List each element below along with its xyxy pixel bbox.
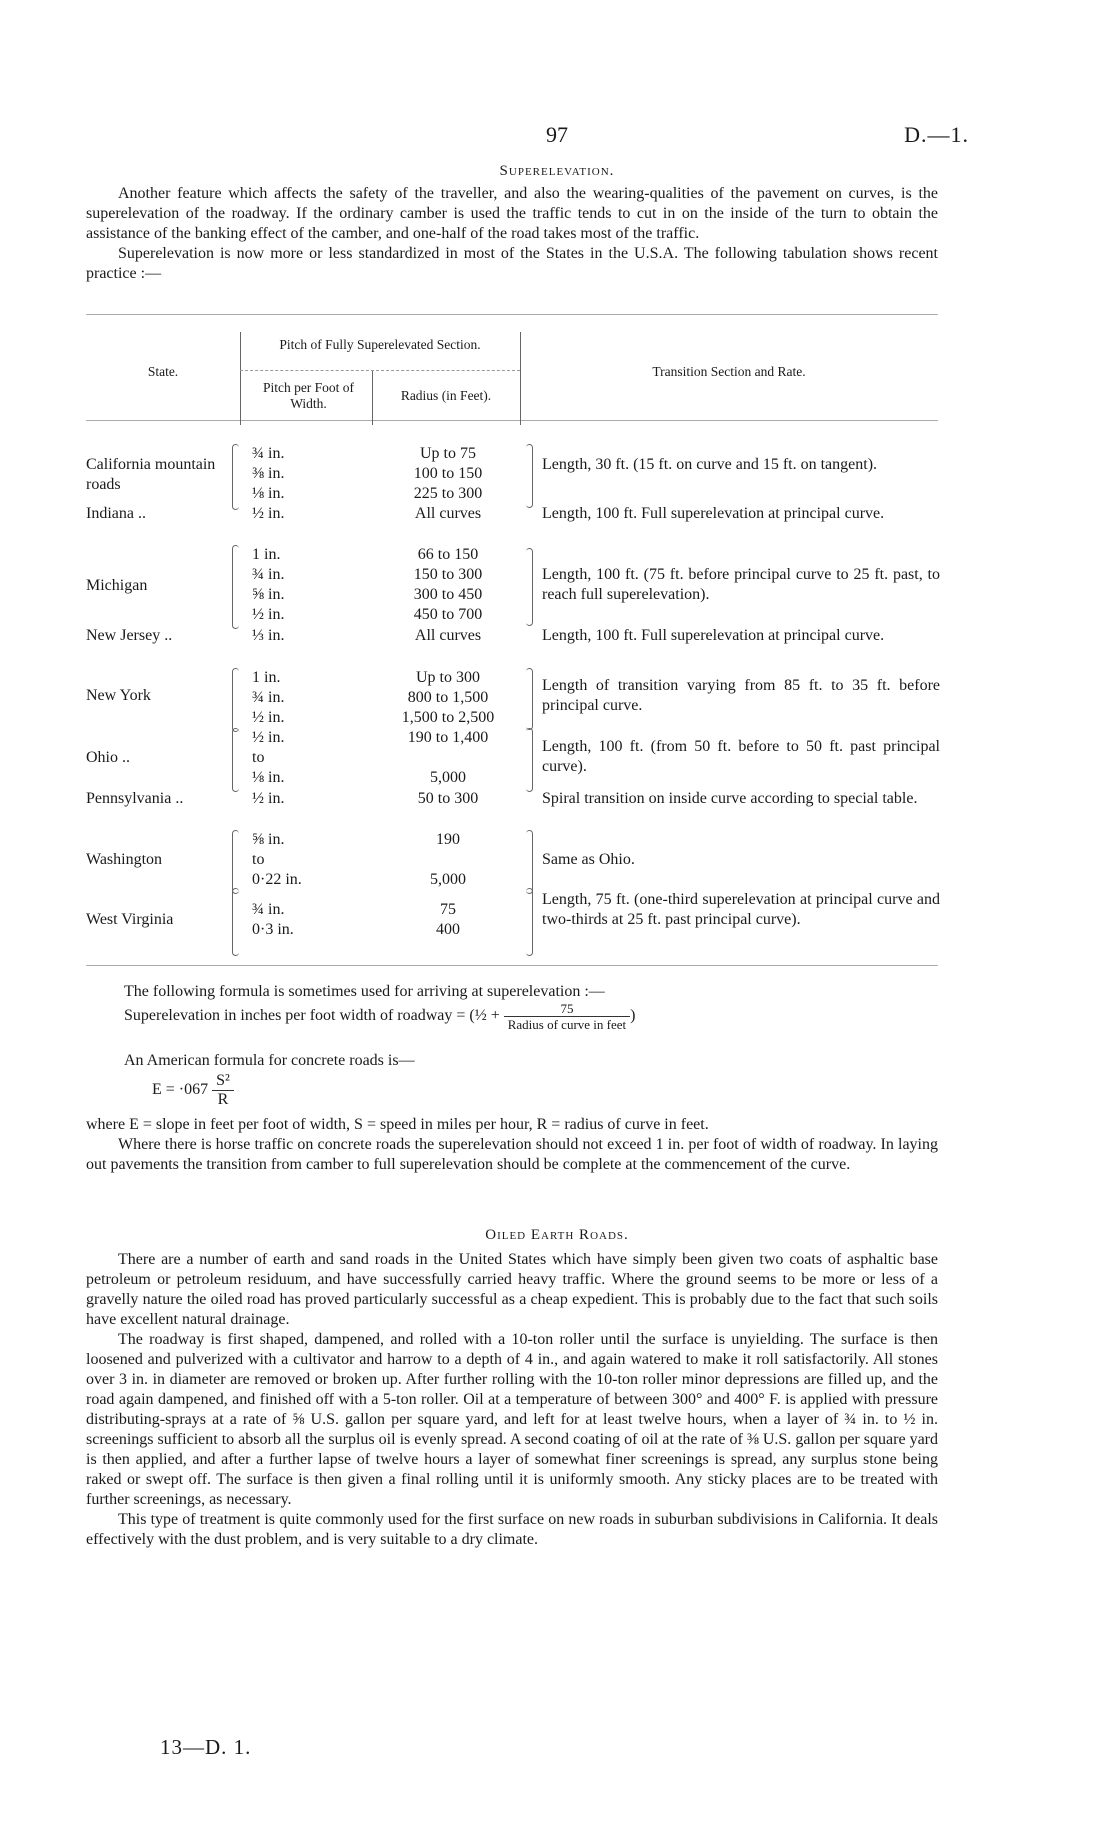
radius-value: 66 to 150 [417,546,479,563]
brace [232,668,239,732]
table-cell-transition: Same as Ohio. [542,851,635,868]
table-cell-radius [378,504,518,524]
formula-lhs: E = ·067 [152,1081,209,1099]
pitch-value: ⅛ in. [252,769,285,786]
paragraph: Superelevation is now more or less standardized in most of the States in the U.S.A. The following tabulation shows recent practice :— [86,245,938,282]
pitch-value: to [252,749,265,766]
table-cell-transition: Length, 100 ft. (from 50 ft. before to 50 ft. past principal curve). [542,738,940,775]
table-cell-pitch [252,900,362,940]
table-cell-radius [378,789,518,809]
table-cell-radius [378,545,518,625]
fraction-denominator: R [217,1091,229,1108]
radius-value: Up to 75 [420,445,476,462]
fraction-denominator: Radius of curve in feet [507,1017,627,1032]
radius-value: 800 to 1,500 [407,689,489,706]
brace [232,444,239,510]
radius-value: 450 to 700 [413,606,483,623]
formula-fraction [212,1072,234,1109]
pitch-value: 0·3 in. [252,921,294,938]
table-header-rule [86,420,938,421]
pitch-value: ⅓ in. [252,627,285,644]
header-pitch-group: Pitch of Fully Superelevated Section. [279,337,481,352]
radius-value: 300 to 450 [413,586,483,603]
table-cell-radius [378,626,518,646]
where-line: where E = slope in feet per foot of width, S = speed in miles per hour, R = radius of curve in feet. [86,1116,709,1133]
table-cell-state: Pennsylvania .. [86,790,184,807]
radius-value: 150 to 300 [413,566,483,583]
table-cell-transition: Length, 100 ft. Full superelevation at principal curve. [542,505,885,522]
radius-value: Up to 300 [416,669,480,686]
radius-value: 190 to 1,400 [407,729,489,746]
table-cell-state: Washington [86,851,163,868]
pitch-value: to [252,851,265,868]
table-cell-transition: Length, 75 ft. (one-third superelevation at principal curve and two-thirds at 25 ft. past principal curve). [542,891,940,928]
pitch-value: ½ in. [252,505,285,522]
pitch-value: ½ in. [252,709,285,726]
table-cell-pitch [252,545,362,625]
table-cell-pitch [252,789,362,809]
pitch-value: ¾ in. [252,901,285,918]
table-cell-transition: Spiral transition on inside curve according to special table. [542,790,918,807]
pitch-value: ¾ in. [252,566,285,583]
formula-concrete [152,1072,234,1109]
pitch-value: ⅜ in. [252,465,285,482]
header-transition: Transition Section and Rate. [652,364,806,379]
superelevation-text [86,184,938,284]
table-cell-transition: Length, 30 ft. (15 ft. on curve and 15 ft. on tangent). [542,456,878,473]
table-cell-state: Indiana .. [86,505,146,522]
brace [526,888,533,956]
radius-value: 225 to 300 [413,485,483,502]
fraction-numerator: 75 [504,1001,630,1017]
brace [526,830,533,894]
paragraph: Where there is horse traffic on concrete roads the superelevation should not exceed 1 in. per foot of width of roadway. In laying out pavements the transition from camber to full superelevation should be complete at the commencement of the curve. [86,1136,938,1173]
table-cell-state: New York [86,687,151,704]
header-divider [240,370,520,371]
pitch-value: ½ in. [252,606,285,623]
formula-explanation [86,1115,938,1175]
table-cell-pitch [252,504,362,524]
radius-value: 1,500 to 2,500 [401,709,495,726]
oiled-earth-roads-text [86,1250,938,1550]
pitch-value: 1 in. [252,669,281,686]
brace [232,545,239,629]
radius-value: 100 to 150 [413,465,483,482]
formula-lhs: Superelevation in inches per foot width of roadway = (½ + [124,1007,500,1025]
section-heading-oiled-earth-roads: Oiled Earth Roads. [485,1227,629,1243]
brace [526,668,533,730]
pitch-value: 0·22 in. [252,871,302,888]
brace [232,728,239,792]
page-number: 97 [546,122,568,147]
pitch-value: ½ in. [252,790,285,807]
brace [526,728,533,792]
radius-value [378,850,518,870]
table-cell-state: California mountain roads [86,456,216,493]
table-cell-transition: Length of transition varying from 85 ft. to 35 ft. before principal curve. [542,677,940,714]
table-cell-radius [378,830,518,890]
brace [232,830,239,894]
brace [526,548,533,626]
formula-superelevation [124,1001,635,1032]
radius-value: 5,000 [430,871,466,888]
paragraph: There are a number of earth and sand roads in the United States which have simply been given two coats of asphaltic base petroleum or petroleum residuum, and have successfully carried heavy traffic. Where the ground seems to be more or less of a gravelly nature the oiled road has proved particularly successful as a cheap expedient. This is probably due to the fact that such soils have excellent natural drainage. [86,1251,938,1328]
pitch-value: ⅝ in. [252,586,285,603]
table-cell-pitch [252,728,362,788]
table-top-rule [86,314,938,315]
radius-value: 190 [436,831,460,848]
table-cell-radius [378,668,518,728]
header-pitch: Pitch per Foot of Width. [262,380,355,411]
formula-intro: The following formula is sometimes used for arriving at superelevation :— [124,983,605,1000]
table-cell-pitch [252,830,362,890]
table-bottom-rule [86,965,938,966]
radius-value: 400 [436,921,460,938]
radius-value: 50 to 300 [417,790,479,807]
radius-value: 75 [440,901,456,918]
pitch-value: 1 in. [252,546,281,563]
paragraph: This type of treatment is quite commonly used for the first surface on new roads in suburban subdivisions in California. It deals effectively with the dust problem, and is very suitable to a dry climate. [86,1511,938,1548]
table-cell-radius [378,900,518,940]
table-cell-state: Ohio .. [86,749,130,766]
table-cell-pitch [252,626,362,646]
paragraph: Another feature which affects the safety of the traveller, and also the wearing-qualities of the pavement on curves, is the superelevation of the roadway. If the ordinary camber is used the traffic tends to cut in on the inside of the turn to obtain the assistance of the banking effect of the camber, and one-half of the road takes most of the traffic. [86,185,938,242]
table-cell-transition: Length, 100 ft. (75 ft. before principal curve to 25 ft. past, to reach full superelevation). [542,566,940,603]
table-cell-transition: Length, 100 ft. Full superelevation at principal curve. [542,627,885,644]
brace [232,888,239,956]
header-state: State. [147,364,179,379]
document-reference: D.—1. [904,122,969,147]
pitch-value: ⅝ in. [252,831,285,848]
pitch-value: ¾ in. [252,445,285,462]
page-signature: 13—D. 1. [160,1735,252,1759]
table-cell-radius [378,728,518,788]
american-formula-intro: An American formula for concrete roads is— [124,1052,415,1069]
radius-value [378,748,518,768]
radius-value: All curves [414,505,482,522]
paragraph: The roadway is first shaped, dampened, and rolled with a 10-ton roller until the surface is unyielding. The surface is then loosened and pulverized with a cultivator and harrow to a depth of 4 in., and again watered to make it roll satisfactorily. All stones over 3 in. in diameter are removed or broken up. After further rolling with the 10-ton roller minor depressions are filled up, and the road again dampened, and finished off with a 5-ton roller. Oil at a temperature of between 300° and 400° F. is applied with pressure distributing-sprays at a rate of ⅝ U.S. gallon per square yard, and left for at least twelve hours, when a layer of ¾ in. to ½ in. screenings sufficient to absorb all the surplus oil is evenly spread. A second coating of oil at the rate of ⅜ U.S. gallon per square yard is then applied, and after a further lapse of twelve hours a layer of somewhat finer screenings is spread, any surplus stone being raked or swept off. The surface is then given a final rolling until it is uniformly smooth. Any sticky places are to be treated with further screenings, as necessary. [86,1331,938,1508]
fraction-numerator: S² [212,1072,234,1091]
formula-fraction [504,1001,630,1032]
table-cell-radius [378,444,518,504]
brace [526,444,533,508]
radius-value: All curves [414,627,482,644]
formula-close: ) [630,1007,636,1025]
table-cell-state: West Virginia [86,911,174,928]
table-cell-state: Michigan [86,577,148,594]
table-cell-pitch [252,668,362,728]
pitch-value: ⅛ in. [252,485,285,502]
table-cell-state: New Jersey .. [86,627,173,644]
pitch-value: ¾ in. [252,689,285,706]
section-heading-superelevation: Superelevation. [499,163,615,179]
pitch-value: ½ in. [252,729,285,746]
header-radius: Radius (in Feet). [400,388,492,403]
radius-value: 5,000 [430,769,466,786]
table-cell-pitch [252,444,362,504]
